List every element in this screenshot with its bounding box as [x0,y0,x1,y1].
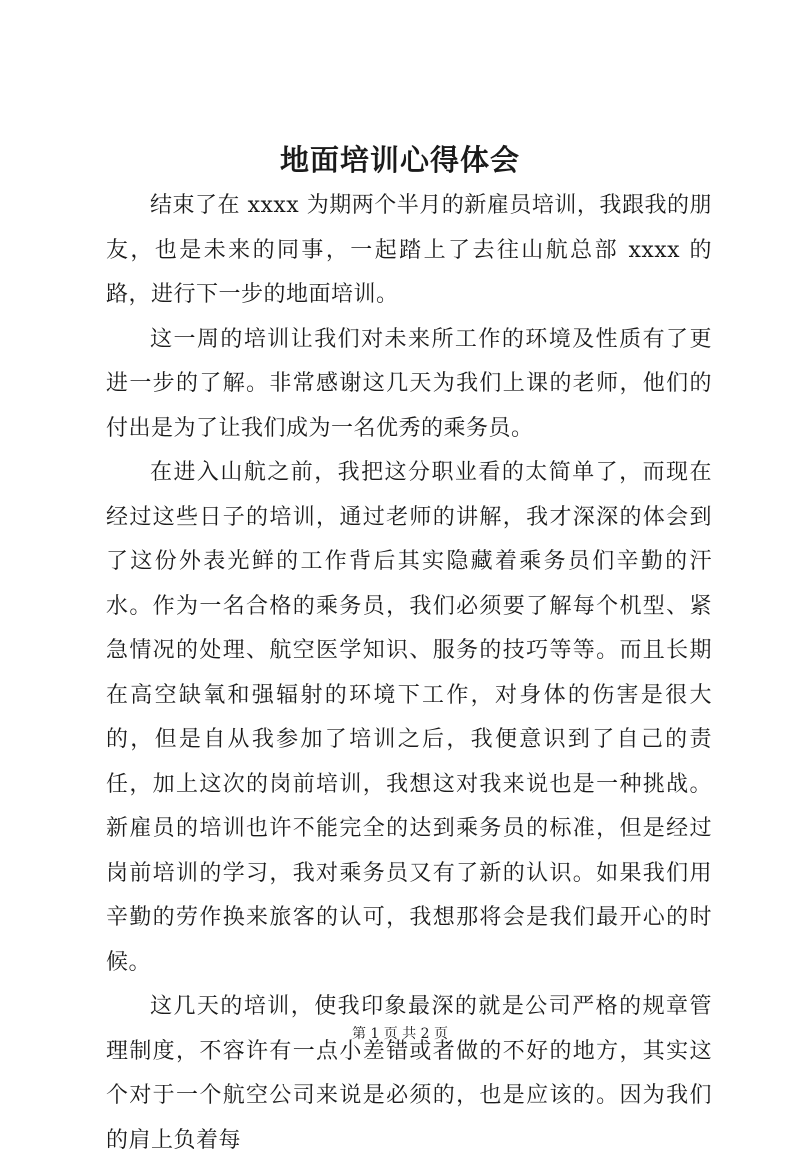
paragraph-3: 在进入山航之前，我把这分职业看的太简单了，而现在经过这些日子的培训，通过老师的讲解，我才深深的体会到了这份外表光鲜的工作背后其实隐藏着乘务员们辛勤的汗水。作为一名合格的乘务员，我们必须要了解每个机型、紧急情况的处理、航空医学知识、服务的技巧等等。而且长期在高空缺氧和强辐射的环境下工作，对身体的伤害是很大的，但是自从我参加了培训之后，我便意识到了自己的责任，加上这次的岗前培训，我想这对我来说也是一种挑战。新雇员的培训也许不能完全的达到乘务员的标准，但是经过岗前培训的学习，我对乘务员又有了新的认识。如果我们用辛勤的劳作换来旅客的认可，我想那将会是我们最开心的时候。 [106,460,712,975]
page-number: 第 1 页 共 2 页 [351,1026,449,1042]
page-footer [0,1024,800,1044]
document-title: 地面培训心得体会 [279,143,520,177]
paragraph-1: 结束了在 xxxx 为期两个半月的新雇员培训，我跟我的朋友，也是未来的同事，一起踏上了去往山航总部 xxxx 的路，进行下一步的地面培训。 [106,193,712,307]
paragraph-2: 这一周的培训让我们对未来所工作的环境及性质有了更进一步的了解。非常感谢这几天为我们上课的老师，他们的付出是为了让我们成为一名优秀的乘务员。 [106,326,712,441]
document-body [106,184,712,1163]
paragraph-4: 这几天的培训，使我印象最深的就是公司严格的规章管理制度，不容许有一点小差错或者做的不好的地方，其实这个对于一个航空公司来说是必须的，也是应该的。因为我们的肩上负着每 [106,994,712,1153]
